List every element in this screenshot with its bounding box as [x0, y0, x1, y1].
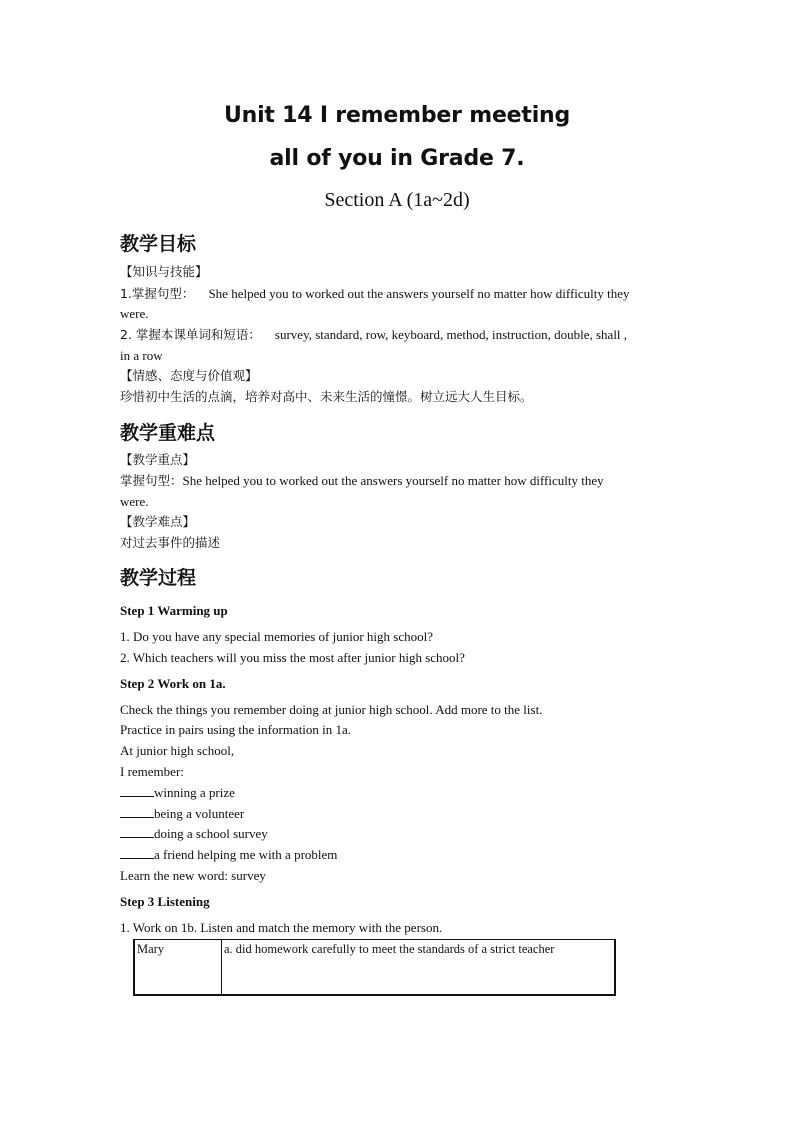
heading-key-points: 教学重难点: [120, 422, 216, 444]
objective-item-1-text: She helped you to worked out the answers yourself no matter how difficulty they: [208, 286, 630, 301]
step3-line-1: 1. Work on 1b. Listen and match the memory with the person.: [120, 920, 443, 935]
step2-line-4: I remember:: [120, 764, 184, 779]
attitude-label: 【情感、态度与价值观】: [120, 368, 258, 383]
list-item-text: doing a school survey: [154, 826, 268, 841]
objective-item-2-cont: in a row: [120, 348, 163, 363]
objective-item-2: [120, 325, 675, 345]
list-item: [120, 845, 675, 865]
focus-prefix: 掌握句型：: [120, 473, 183, 488]
list-item: [120, 804, 675, 824]
step2-line-3: At junior high school,: [120, 743, 235, 758]
table-row: [134, 940, 615, 996]
table-cell-memory: a. did homework carefully to meet the standards of a strict teacher: [222, 940, 616, 996]
step2-new-word: Learn the new word: survey: [120, 868, 266, 883]
section-subtitle: Section A (1a~2d): [324, 189, 470, 211]
knowledge-label: 【知识与技能】: [120, 264, 208, 279]
fill-blank: [120, 846, 154, 859]
list-item: [120, 783, 675, 803]
objective-item-2-text: survey, standard, row, keyboard, method, instruction, double, shall ,: [274, 327, 628, 342]
focus-label: 【教学重点】: [120, 452, 196, 467]
difficulty-label: 【教学难点】: [120, 514, 196, 529]
step3-title: Step 3 Listening: [120, 894, 210, 909]
focus-text: She helped you to worked out the answers yourself no matter how difficulty they: [182, 473, 604, 488]
fill-blank: [120, 825, 154, 838]
table-cell-person: Mary: [134, 940, 222, 996]
step1-title: Step 1 Warming up: [120, 603, 228, 618]
list-item-text: being a volunteer: [154, 806, 245, 821]
heading-process: 教学过程: [120, 567, 197, 589]
difficulty-text: 对过去事件的描述: [120, 535, 221, 550]
document-title-line1: Unit 14 I remember meeting: [223, 103, 571, 128]
focus-line: [120, 471, 675, 491]
heading-objectives: 教学目标: [120, 233, 197, 255]
fill-blank: [120, 784, 154, 797]
step1-question-1: 1. Do you have any special memories of junior high school?: [120, 629, 434, 644]
document-title-line2: all of you in Grade 7.: [269, 146, 525, 171]
step2-line-1: Check the things you remember doing at junior high school. Add more to the list.: [120, 702, 543, 717]
objective-item-1: [120, 284, 675, 304]
objective-item-1-cont: were.: [120, 306, 149, 321]
step1-question-2: 2. Which teachers will you miss the most after junior high school?: [120, 650, 465, 665]
fill-blank: [120, 805, 154, 818]
step2-title: Step 2 Work on 1a.: [120, 676, 226, 691]
objective-item-2-prefix: 2. 掌握本课单词和短语：: [120, 327, 261, 342]
list-item: [120, 824, 675, 844]
list-item-text: a friend helping me with a problem: [154, 847, 338, 862]
match-table: [133, 939, 616, 996]
step2-line-2: Practice in pairs using the information in 1a.: [120, 722, 352, 737]
objective-item-1-prefix: 1.掌握句型：: [120, 286, 195, 301]
attitude-text: 珍惜初中生活的点滴，培养对高中、未来生活的憧憬。树立远大人生目标。: [120, 389, 533, 404]
list-item-text: winning a prize: [154, 785, 235, 800]
focus-cont: were.: [120, 494, 149, 509]
